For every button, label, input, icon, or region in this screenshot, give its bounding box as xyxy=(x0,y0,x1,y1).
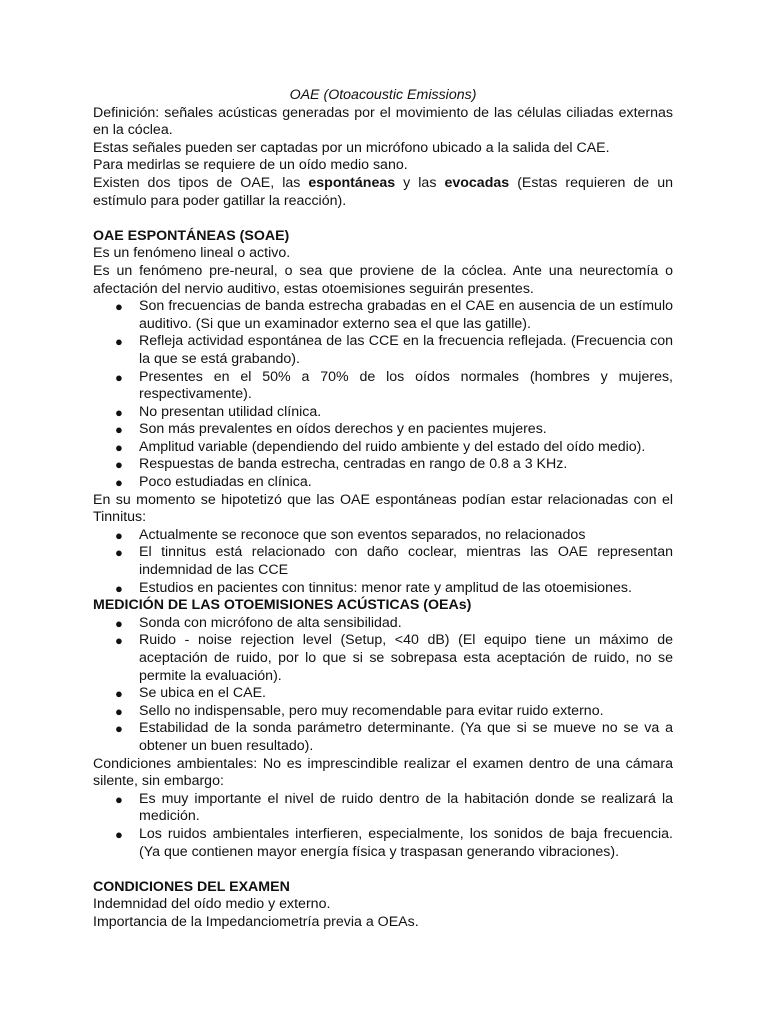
bullet-icon: ● xyxy=(115,615,123,631)
list-item xyxy=(115,632,673,685)
list-item-text: Estudios en pacientes con tinnitus: menor rate y amplitud de las otoemisiones. xyxy=(139,579,632,596)
bullet-icon: ● xyxy=(115,299,123,315)
list-item-text: Es muy importante el nivel de ruido dentro de la habitación donde se realizará la medición. xyxy=(139,790,673,825)
list-item-text: Presentes en el 50% a 70% de los oídos normales (hombres y mujeres, respectivamente). xyxy=(139,368,673,403)
section-heading-condiciones: CONDICIONES DEL EXAMEN xyxy=(93,878,290,895)
list-item xyxy=(115,368,673,404)
list-item-text: Ruido - noise rejection level (Setup, <40 dB) (El equipo tiene un máximo de aceptación de ruido, por lo que si se sobrepasa esta aceptación de ruido, no se permite la evaluación). xyxy=(139,632,673,684)
capture-paragraph: Estas señales pueden ser captadas por un micrófono ubicado a la salida del CAE. xyxy=(93,139,610,156)
bullet-icon: ● xyxy=(115,791,123,807)
list-item xyxy=(115,403,673,422)
list-item xyxy=(115,720,673,755)
list-item-text: Estabilidad de la sonda parámetro determinante. (Ya que si se mueve no se va a obtener un buen resultado). xyxy=(139,720,673,754)
list-item xyxy=(115,526,673,545)
bullet-icon: ● xyxy=(115,721,123,737)
list-item xyxy=(115,685,673,703)
list-item xyxy=(115,421,673,439)
list-item-text: Amplitud variable (dependiendo del ruido ambiente y del estado del oído medio). xyxy=(139,438,646,455)
bullet-icon: ● xyxy=(115,369,123,385)
bullet-icon: ● xyxy=(115,422,123,438)
list-item xyxy=(115,474,673,492)
spacer xyxy=(93,210,673,228)
list-item-text: Actualmente se reconoce que son eventos separados, no relacionados xyxy=(139,526,586,543)
bullet-icon: ● xyxy=(115,527,123,543)
list-item-text: Sello no indispensable, pero muy recomendable para evitar ruido externo. xyxy=(139,702,604,719)
list-item-text: Poco estudiadas en clínica. xyxy=(139,474,312,491)
document-title: OAE (Otoacoustic Emissions) xyxy=(289,87,477,103)
types-bold-evoked: evocadas xyxy=(444,174,510,191)
list-item-text: Refleja actividad espontánea de las CCE en la frecuencia reflejada. (Frecuencia con la que se está grabando). xyxy=(139,333,673,367)
condiciones-paragraph-2: Importancia de la Impedanciometría previa a OEAs. xyxy=(93,913,419,930)
bullet-icon: ● xyxy=(115,580,123,596)
types-text-c: (Estas requieren de un estímulo para poder gatillar la reacción). xyxy=(93,174,674,209)
bullet-icon: ● xyxy=(115,475,123,491)
section-heading-medicion: MEDICIÓN DE LAS OTOEMISIONES ACÚSTICAS (OEAs) xyxy=(93,597,472,614)
definition-paragraph: Definición: señales acústicas generadas por el movimiento de las células ciliadas externas en la cóclea. xyxy=(93,104,673,139)
list-item xyxy=(115,544,673,579)
document-page xyxy=(93,87,673,932)
list-item xyxy=(115,702,673,721)
bullet-icon: ● xyxy=(115,686,123,702)
soae-paragraph-2: Es un fenómeno pre-neural, o sea que proviene de la cóclea. Ante una neurectomía o afectación del nervio auditivo, estas otoemisiones seguirán presentes. xyxy=(93,262,673,297)
spacer xyxy=(93,861,673,879)
list-item-text: Sonda con micrófono de alta sensibilidad. xyxy=(139,614,402,631)
list-item xyxy=(115,790,673,826)
section-heading-soae: OAE ESPONTÁNEAS (SOAE) xyxy=(93,227,290,244)
types-bold-spontaneous: espontáneas xyxy=(308,174,396,191)
list-item-text: Respuestas de banda estrecha, centradas en rango de 0.8 a 3 KHz. xyxy=(139,456,568,473)
list-item xyxy=(115,298,673,333)
ambient-paragraph: Condiciones ambientales: No es imprescindible realizar el examen dentro de una cámara silente, sin embargo: xyxy=(93,755,673,790)
bullet-icon: ● xyxy=(115,826,123,842)
types-text-b: y las xyxy=(395,174,445,191)
tinnitus-paragraph: En su momento se hipotetizó que las OAE espontáneas podían estar relacionadas con el Tinnitus: xyxy=(93,491,673,526)
list-item xyxy=(115,614,673,633)
condiciones-paragraph-1: Indemnidad del oído medio y externo. xyxy=(93,896,331,913)
list-item xyxy=(115,579,673,598)
tinnitus-bullet-list xyxy=(93,527,673,597)
medicion-bullet-list xyxy=(93,615,673,756)
bullet-icon: ● xyxy=(115,334,123,350)
soae-bullet-list xyxy=(93,298,673,492)
bullet-icon: ● xyxy=(115,633,123,649)
list-item xyxy=(115,333,673,368)
list-item-text: No presentan utilidad clínica. xyxy=(139,403,322,420)
types-text-a: Existen dos tipos de OAE, las xyxy=(93,174,309,191)
requirement-paragraph: Para medirlas se requiere de un oído medio sano. xyxy=(93,157,408,174)
list-item-text: Son frecuencias de banda estrecha grabadas en el CAE en ausencia de un estímulo auditivo. (Si que un examinador externo sea el que las gatille). xyxy=(139,298,673,332)
list-item xyxy=(115,456,673,474)
bullet-icon: ● xyxy=(115,439,123,455)
bullet-icon: ● xyxy=(115,545,123,561)
ambient-bullet-list xyxy=(93,791,673,861)
list-item xyxy=(115,438,673,457)
bullet-icon: ● xyxy=(115,457,123,473)
list-item-text: Son más prevalentes en oídos derechos y en pacientes mujeres. xyxy=(139,421,547,438)
list-item-text: Los ruidos ambientales interfieren, especialmente, los sonidos de baja frecuencia. (Ya que contienen mayor energía física y traspasan generando vibraciones). xyxy=(139,825,673,860)
types-paragraph xyxy=(93,175,673,210)
list-item-text: El tinnitus está relacionado con daño coclear, mientras las OAE representan indemnidad de las CCE xyxy=(139,544,673,579)
soae-paragraph-1: Es un fenómeno lineal o activo. xyxy=(93,245,291,262)
list-item-text: Se ubica en el CAE. xyxy=(139,685,266,702)
bullet-icon: ● xyxy=(115,404,123,420)
bullet-icon: ● xyxy=(115,703,123,719)
list-item xyxy=(115,825,673,861)
